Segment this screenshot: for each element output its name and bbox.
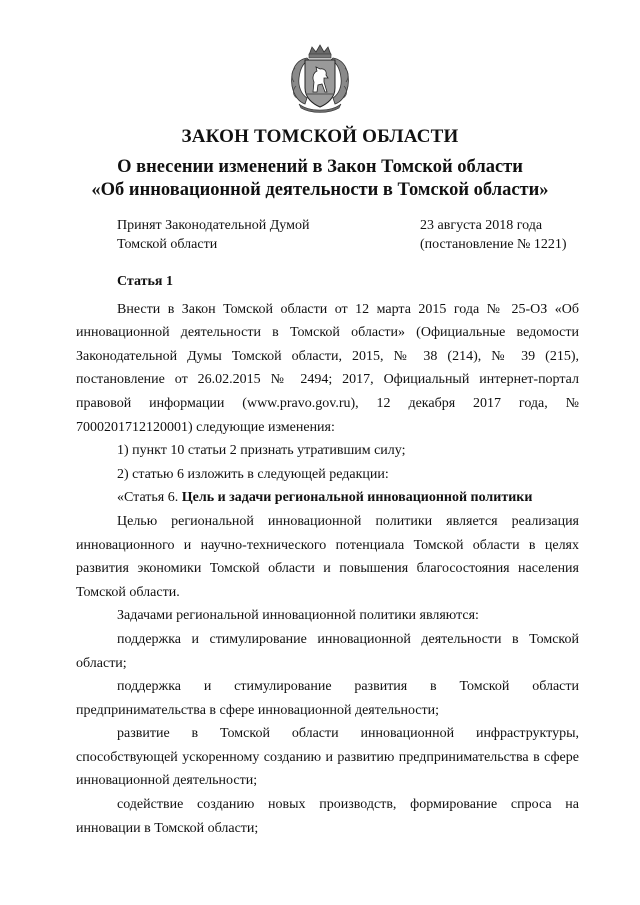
quoted-article-heading [76,486,579,510]
quoted-article-prefix: «Статья 6. [117,490,182,506]
adoption-date: 23 августа 2018 года [420,218,543,233]
law-subtitle-line-1: О внесении изменений в Закон Томской области [117,157,523,177]
law-title: ЗАКОН ТОМСКОЙ ОБЛАСТИ [181,126,459,147]
adoption-date-block [420,216,567,254]
adoption-body [117,216,309,254]
amendment-item-1: 1) пункт 10 статьи 2 признать утратившим силу; [117,443,406,459]
law-subtitle [60,156,580,202]
policy-task-3: развитие в Томской области инновационной инфраструктуры, способствующей ускоренному созданию и развитию предпринимательства в сфере инновационной деятельности; [76,726,579,789]
article-heading: Статья 1 [117,274,173,289]
law-body [76,270,579,840]
adoption-body-line-1: Принят Законодательной Думой [117,218,310,233]
policy-task-4: содействие созданию новых производств, формирование спроса на инновации в Томской области; [76,797,579,836]
policy-task-2: поддержка и стимулирование развития в Томской области предпринимательства в сфере инновационной деятельности; [76,679,579,718]
amendment-item-2: 2) статью 6 изложить в следующей редакции: [117,466,389,482]
policy-task-1: поддержка и стимулирование инновационной деятельности в Томской области; [76,631,579,671]
law-subtitle-line-2: «Об инновационной деятельности в Томской области» [91,180,549,200]
article-paragraph-amendment: Внести в Закон Томской области от 12 марта 2015 года № 25-ОЗ «Об инновационной деятельности в Томской области» (Официальные ведомости Законодательной Думы Томской области, 2015, № 38 (214), № 39 (215), постановление от 26.02.2015 № 2494; 2017, Официальный интернет-портал правовой информации (www.pravo.gov.ru), 12 декабря 2017 года, № 7000201712120001) следующие изменения: [76,301,579,435]
policy-tasks-intro: Задачами региональной инновационной политики являются: [117,608,479,624]
resolution-number: (постановление № 1221) [420,237,567,252]
adoption-body-line-2: Томской области [117,237,218,252]
tomsk-region-coat-of-arms-icon [287,42,353,114]
quoted-article-title: Цель и задачи региональной инновационной политики [181,490,533,506]
policy-goal-paragraph: Целью региональной инновационной политики является реализация инновационного и научно-технического потенциала Томской области в целях развития экономики Томской области и повышения благосостояния населения Томской области. [76,513,579,600]
